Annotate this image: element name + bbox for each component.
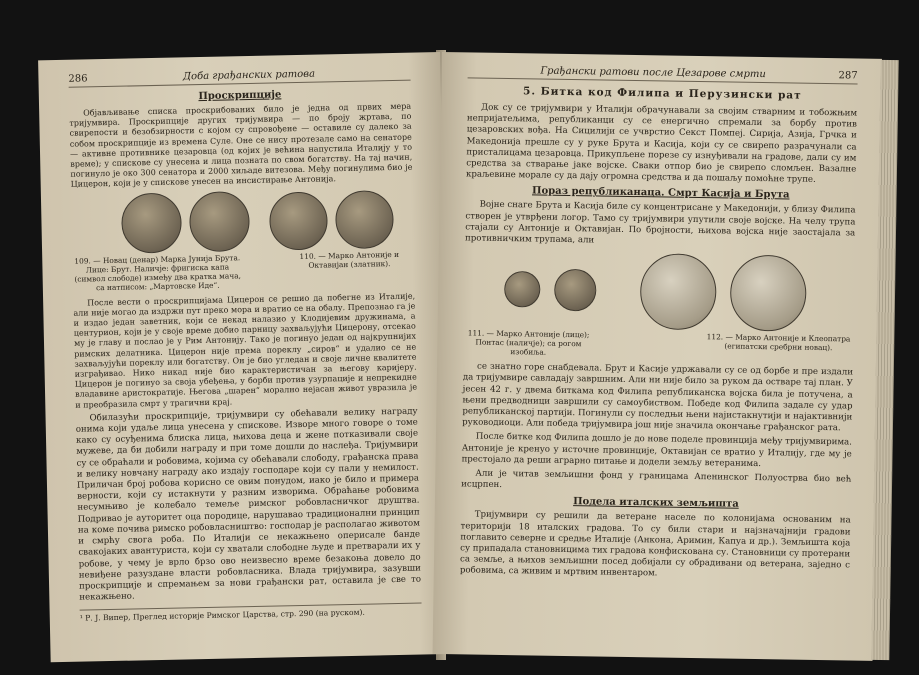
right-paragraph-6: Тријумвири су решили да ветеране населе по колонијама основаним на територији 18 италских градова. То су били стари и најзначајнији градови поглавито северне и средње Италије (Анкона, Аримин, Капуа и др.). Земљишта која су припадала становницима тих градова конфискована су. Становници су протерани са земље, а њихов земљишни посед добијали су обрадивани од ветерана, заједно с робовима, са живим и мртвим инвентаром.	[459, 510, 851, 579]
caption-111: 111. — Марко Антоније (лице); Понтас (наличје); са рогом изобиља.	[467, 328, 590, 357]
footnote: ¹ Р. Ј. Випер, Преглед историје Римског Царства, стр. 290 (на руском).	[80, 603, 422, 623]
left-paragraph-2: После вести о проскрипцијама Цицерон се решио да побегне из Италије, али није могао да издржи пут преко мора и вратио се на обалу. Препознао га је и издао један заветник, који се некад налазио у Клодијевим дружинама, а центурион, који је у своје време добио парницу захваљујући Цицерону, отсекао му је главу и послао је у Рим Антонију. Тако је погинуо један од најкрупнијих римских делатника. Цицерон није према пореклу „сиров“ и удалио се не захваљујући пореклу или богатству. Он је био угледан и своје личне квалитете изграђивао. Нико никад није био карактеристичан за његову каријеру. Цицерон је погинуо за своја убеђења, у борби против узурпације и непрекидне владавине аристократије. Његова „шарен“ морално нејасан живот увразила је и преобразила смрт у трагични крај.	[73, 291, 418, 410]
right-subheading-1: Пораз републиканаца. Смрт Касија и Брута	[531, 185, 790, 201]
coin-figures-109-110	[71, 187, 414, 254]
coin-image	[554, 269, 597, 312]
coin-image	[269, 191, 328, 250]
coin-image	[121, 192, 182, 253]
right-paragraph-2: Војне снаге Брута и Касија биле су концентрисане у Македонији, у близу Филипа створен је утврђени логор. Тамо су тријумвири упутили своје војске. На челу трупа стајали су Антоније и Октавијан. По бројности, њихова војска није заостајала за противничким трупама, али	[464, 200, 856, 246]
left-paragraph-1: Објављивање списка проскрибованих било је једна од првих мера тријумвира. Проскрипције других тријумвира — по броју жртава, по свирепости и безобзирности с којом су спровођене — оставиле су далеко за собом проскрипције из времена Суле. Оне се нису протезале само на сенаторе — активне противнике цезаровца (од којих је већина напустила Италију у то време); у спискове су унесена и лица позната по свом богатству. На тај начин, погинуло је око 300 сенатора и 2000 хиљаде витезова. Међу погинулима био је Цицерон, који је у спискове унесен на инсистирање Антонија.	[69, 101, 413, 190]
coin-image	[189, 191, 250, 252]
left-paragraph-3: Обилазући проскрипције, тријумвири су обећавали велику награду онима који удаље лица унесена у спискове. Изворе много говоре о томе како су осуђенима блиска лица, њихова деца и жене потказивали своје мужеве, да би добили награду и при томе дошли до наслеђа. Тријумвири су се обраћали и робовима, којима су обећавали слободу, грађанска права и велику новчану награду ако издају господаре који су пали у немилост. Приличан број робова корисно се овим понудом, иако је било и примера верности, који су истакнути у разним изворима. Обраћање робовима несумњиво је колебало темеље римског робовласничког друштва. Подривао је ауторитет оца породице, нарушавао традиционални принцип на коме почива римско робовласништво: господар је располагао животом и смрћу свога роба. По Италији се некажњено оперисале банде свакојаких авантуриста, који су хватали слободне људе и претварали их у робове, у чему је врло брзо ово неизвесно време безакоња довело до невиђене разуздане власти робовласника. Влада тријумвира, зазувши проскрипције и спремањем за нови грађански рат, оставила је све то некажњено.	[75, 406, 422, 603]
right-paragraph-1: Док су се тријумвири у Италији обрачунавали за својим стварним и тобожњим непријатељима, републиканци су се енергично спремали за борбу против цезаровских вођа. На Сицилији се учврстио Секст Помпеј. Сирија, Азија, Грчка и Македонија прешле су у руке Брута и Касија, који су се свирепо разрачунали са присталицама цезаровца. Прикупљене порезе су изнуђивали на градове, дали су им средства за стварање јаке војске. Сваки отпор био је свирепо сломљен. Вазалне краљевине морале су да дају огромна средства и да пошаљу помоћне трупе.	[465, 102, 858, 186]
right-running-head	[468, 64, 858, 84]
right-page-number: 287	[838, 70, 858, 82]
right-paragraph-5: Али је читав земљишни фонд у границама Апенинског Полуострва био већ исцрпен.	[461, 468, 852, 491]
right-paragraph-4: После битке код Филипа дошло је до нове поделе провинција међу тријумвирима. Антоније је кренуо у источне провинције, Октавијан се вратио у Италију, где му је престојало да реши аграрно питање и додели земљу ветеранима.	[461, 432, 852, 469]
left-page-number: 286	[68, 73, 88, 85]
coin-image	[730, 255, 807, 332]
left-running-title: Доба грађанских ратова	[182, 68, 316, 83]
left-heading: Проскрипције	[198, 89, 282, 103]
left-page	[38, 52, 453, 662]
right-page	[433, 52, 882, 661]
left-running-head	[68, 67, 410, 88]
caption-112: 112. — Марко Антоније и Клеопатра (египатски сребрни новац).	[706, 332, 851, 353]
caption-110: 110. — Марко Антоније и Октавијан (златник).	[299, 249, 400, 270]
right-section-heading: 5. Битка код Филипа и Перузински рат	[522, 85, 802, 102]
coin-figures-111-112	[504, 251, 855, 332]
coin-image	[335, 190, 394, 249]
caption-109: 109. — Новац (денар) Марка Јунија Брута. Лице: Брут. Наличје: фригиска капа (символ слободе) између два кратка мача, са натписом: „Мартовске Иде“.	[74, 252, 242, 292]
right-paragraph-3: се знатно горе снабдевала. Брут и Касије удржавали су се од борбе и пре издали да тријумвире савладају завршним. Али ни није било за руком да остваре тај план. У јесен 42 г. у двема биткама код Филипа републиканска војска била је потучена, а њени предводници завршили су самоубиством. Победе код Филипа задале су удар републиканској партији. Погинули су последњи њени најистакнутији и најактивнији руководиоци. Али победа тријумвира још није значила окончање грађанског рата.	[462, 361, 854, 434]
coin-image	[504, 271, 541, 308]
right-captions	[463, 329, 853, 362]
left-captions	[72, 249, 415, 292]
coin-image	[640, 253, 717, 330]
right-running-title: Грађански ратови после Цезарове смрти	[540, 65, 766, 81]
right-subheading-2: Подела италских земљишта	[573, 496, 739, 511]
